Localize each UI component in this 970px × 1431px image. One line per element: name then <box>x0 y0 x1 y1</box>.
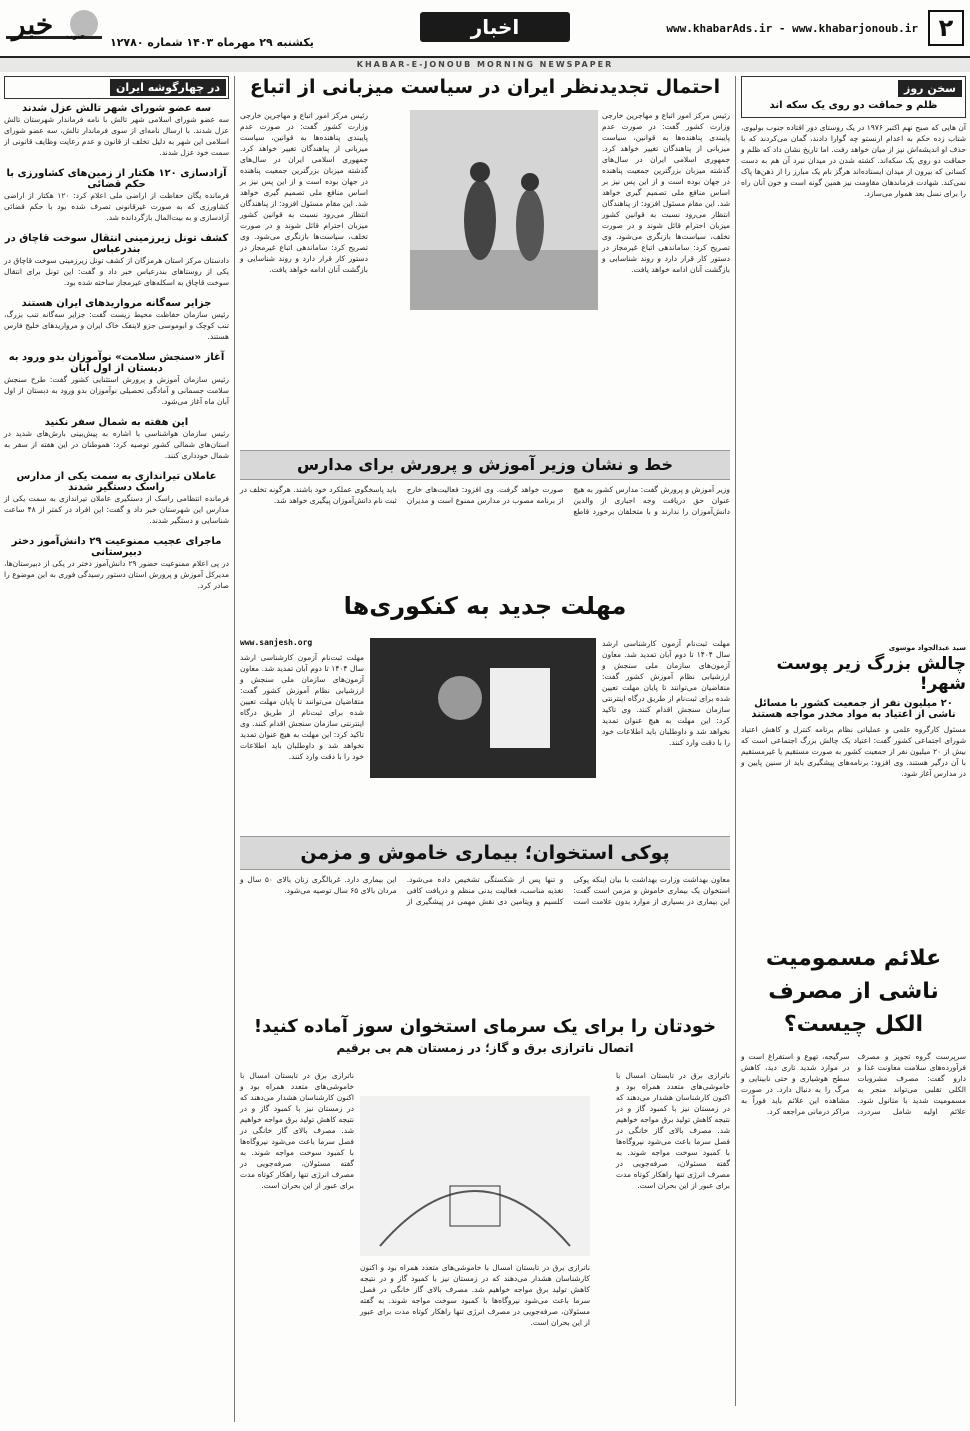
cold-subtitle: اتصال ناترازی برق و گاز؛ در زمستان هم بی برقیم <box>336 1041 634 1055</box>
issue-date: یکشنبه ۲۹ مهرماه ۱۴۰۳ شماره ۱۲۷۸۰ <box>110 36 314 49</box>
konkur-headline: مهلت جدید به کنکوری‌ها <box>343 592 627 620</box>
sanjesh-url[interactable]: www.sanjesh.org <box>240 638 313 647</box>
cold-body-center: ناترازی برق در تابستان امسال با خاموشی‌های متعدد همراه بود و اکنون کارشناسان هشدار می‌دهند که در زمستان نیز با کمبود گاز و در نتیجه کاهش تولید برق مواجه خواهیم شد. مصرف بالای گاز خانگی در فصل سرما باعث می‌شود نیروگاه‌ها با کمبود سوخت مواجه شوند. به گفته مسئولان، صرفه‌جویی در مصرف انرژی تنها راهکار کوتاه مدت برای عبور از این بحران است. <box>360 1263 590 1327</box>
school-band <box>240 450 730 480</box>
news-item: سه عضو شورای شهر تالش عزل شدند سه عضو شورای اسلامی شهر تالش با نامه فرماندار شهرستان تالش عزل شدند. با ارسال نامه‌ای از سوی فرماندار تالش، سه عضو شورای اسلامی این شهر به دلیل تخلف از قانون و عدم رعایت وظایف قانونی از سمت خود عزل شدند. <box>4 103 229 157</box>
addiction-subtitle: ۲۰ میلیون نفر از جمعیت کشور با مسائل ناشی از اعتیاد به مواد مخدر مواجه هستند <box>751 698 956 720</box>
news-item: آغاز «سنجش سلامت» نوآموزان بدو ورود به دبستان از اول آبان رئیس سازمان آموزش و پرورش استثنایی کشور گفت: طرح سنجش سلامت جسمانی و آمادگی تحصیلی نوآموزان بدو ورود به دبستان از اول آبان ماه آغاز می‌شود. <box>4 352 229 406</box>
cold-article <box>240 1016 730 1422</box>
alcohol-title: علائم مسمومیت ناشی از مصرف الکل چیست؟ <box>765 946 942 1037</box>
cold-body-right: ناترازی برق در تابستان امسال با خاموشی‌های متعدد همراه بود و اکنون کارشناسان هشدار می‌دهند که در زمستان نیز با کمبود گاز و در نتیجه کاهش تولید برق مواجه خواهیم شد. مصرف بالای گاز خانگی در فصل سرما باعث می‌شود نیروگاه‌ها با کمبود سوخت مواجه شوند. به گفته مسئولان، صرفه‌جویی در مصرف انرژی تنها راهکار کوتاه مدت برای عبور از این بحران است. <box>616 1071 730 1190</box>
page-number: ۲ <box>928 10 964 46</box>
editorial-column <box>741 76 966 652</box>
editorial-author: سید عبدالجواد موسوی <box>888 644 966 652</box>
konkur-body-left: مهلت ثبت‌نام آزمون کارشناسی ارشد سال ۱۴۰۴ تا دوم آبان تمدید شد. معاون آزمون‌های سازمان ملی سنجش و ارزشیابی نظام آموزش کشور گفت: متقاضیان می‌توانند تا پایان مهلت تعیین شده برای ثبت‌نام از طریق درگاه اینترنتی سازمان سنجش اقدام کنند. وی تاکید کرد: این مهلت به هیچ عنوان تمدید نخواهد شد و داوطلبان باید اطلاعات خود را با دقت وارد کنند. <box>240 653 364 761</box>
logo-subtext: جنوب <box>66 32 86 40</box>
lead-body-right: رئیس مرکز امور اتباع و مهاجرین خارجی وزارت کشور گفت: در صورت عدم پایبندی پناهنده‌ها به قوانین، سیاست میزبانی از پناهندگان تغییر خواهد کرد. جمهوری اسلامی ایران در سال‌های گذشته میزبان بزرگترین جمعیت پناهنده در جهان بوده است و از این پس نیز بر اساس منافع ملی تصمیم گیری خواهد شد. این مقام مسئول افزود: از پناهندگان انتظار می‌رود نسبت به قوانین کشور میزبان احترام قائل شوند و در صورت تخلف، سیاست‌ها بازنگری می‌شود. وی تصریح کرد: ساماندهی اتباع غیرمجاز در دستور کار قرار دارد و روند شناسایی و بازگشت آنان ادامه خواهد یافت. <box>602 111 730 274</box>
editorial-body: آن هایی که صبح نهم اکتبر ۱۹۷۶ در یک روستای دور افتاده جنوب بولیوی، شتاب زده حکم به اعدام ارنستو چه گوارا دادند، گمان می‌کردند که با حذف او اندیشه‌اش نیز از میان خواهد رفت. اما تاریخ نشان داد که ظلم و حماقت دو روی یک سکه‌اند. کشته شدن در میدان نبرد آن هم به دست کسانی که بیرون از میدان ایستاده‌اند هرگز نام یک مبارز را از ذهن‌ها پاک نمی‌کند. شهادت فرماندهان مقاومت نیز همین گونه است و خون آنان راه را برای نسل بعد هموار می‌سازد. <box>741 123 966 198</box>
alcohol-body: سرپرست گروه تجویز و مصرف فرآورده‌های سلامت معاونت غذا و دارو گفت: مصرف مشروبات الکلی تقلبی می‌تواند منجر به مسمومیت شدید با متانول شود. علائم اولیه شامل سردرد، سرگیجه، تهوع و استفراغ است و در موارد شدید تاری دید، کاهش سطح هوشیاری و حتی نابینایی و مرگ را به دنبال دارد. در صورت مشاهده این علائم باید فوراً به مراکز درمانی مراجعه کرد. <box>741 1052 966 1116</box>
logo-text: خبر <box>12 8 54 41</box>
lead-photo <box>410 110 598 310</box>
news-item: عاملان تیراندازی به سمت یکی از مدارس راسک دستگیر شدند فرمانده انتظامی راسک از دستگیری عاملان تیراندازی به سمت یکی از مدارس این شهرستان خبر داد و گفت: این افراد در کمتر از ۴۸ ساعت شناسایی و دستگیر شدند. <box>4 471 229 525</box>
konkur-photo <box>370 638 596 778</box>
editorial-label: سخن روز <box>898 80 962 97</box>
school-body: وزیر آموزش و پرورش گفت: مدارس کشور به هیچ عنوان حق دریافت وجه اجباری از والدین دانش‌آموزان را ندارند و با متخلفان برخورد قاطع صورت خواهد گرفت. وی افزود: فعالیت‌های خارج از برنامه مصوب در مدارس ممنوع است و مدیران باید پاسخگوی عملکرد خود باشند. هرگونه تخلف در ثبت نام دانش‌آموزان پیگیری خواهد شد. <box>240 485 730 516</box>
bones-body: معاون بهداشت وزارت بهداشت با بیان اینکه پوکی استخوان یک بیماری خاموش و مزمن است گفت: این بیماری در بسیاری از موارد بدون علامت است و تنها پس از شکستگی تشخیص داده می‌شود. تغذیه مناسب، فعالیت بدنی منظم و دریافت کافی کلسیم و ویتامین دی نقش مهمی در پیشگیری از این بیماری دارد. غربالگری زنان بالای ۵۰ سال و مردان بالای ۶۵ سال توصیه می‌شود. <box>240 875 730 906</box>
cold-headline: خودتان را برای یک سرمای استخوان سوز آماده کنید! <box>253 1016 717 1037</box>
masthead <box>0 0 970 58</box>
news-item: کشف تونل زیرزمینی انتقال سوخت قاچاق در بندرعباس دادستان مرکز استان هرمزگان از کشف تونل زیرزمینی سوخت قاچاق در یکی از روستاهای بندرعباس خبر داد و گفت: این تونل برای انتقال سوخت قاچاق به اسکله‌های غیرمجاز ساخته شده بود. <box>4 233 229 287</box>
news-item: جزایر سه‌گانه مرواریدهای ایران هستند رئیس سازمان حفاظت محیط زیست گفت: جزایر سه‌گانه تنب بزرگ، تنب کوچک و ابوموسی جزو لاینفک خاک ایران و مرواریدهای خلیج فارس هستند. <box>4 298 229 341</box>
banner: KHABAR-E-JONOUB MORNING NEWSPAPER <box>0 58 970 72</box>
school-headline: خط و نشان وزیر آموزش و پرورش برای مدارس <box>296 455 674 474</box>
regional-label: در چهارگوشه ایران <box>110 79 226 96</box>
addiction-body: مسئول کارگروه علمی و عملیاتی نظام برنامه کنترل و کاهش اعتیاد شورای اجتماعی کشور گفت: اعتیاد یک چالش بزرگ اجتماعی است که بیش از ۲۰ میلیون نفر از جمعیت کشور به صورت مستقیم یا غیرمستقیم با آن درگیر هستند. وی افزود: برنامه‌های پیشگیری باید از سنین پایین و در مدارس آغاز شود. <box>741 725 966 778</box>
konkur-article <box>240 592 730 832</box>
cold-illustration <box>360 1096 590 1256</box>
addiction-article <box>741 654 966 924</box>
website-urls[interactable]: www.khabarAds.ir - www.khabarjonoub.ir <box>666 22 918 35</box>
regional-news-column <box>4 76 229 1422</box>
lead-article <box>240 76 730 446</box>
editorial-title: ظلم و حماقت دو روی یک سکه اند <box>769 100 938 111</box>
section-title: اخبار <box>420 12 570 42</box>
news-item: آزادسازی ۱۲۰ هکتار از زمین‌های کشاورزی با حکم قضائی فرمانده یگان حفاظت از اراضی ملی اعلام کرد: ۱۲۰ هکتار از اراضی کشاورزی که به صورت غیرقانونی تصرف شده بود با حکم قضائی آزادسازی و به بیت‌المال بازگردانده شد. <box>4 168 229 222</box>
alcohol-article <box>741 932 966 1422</box>
lead-headline: احتمال تجدیدنظر ایران در سیاست میزبانی از اتباع <box>249 76 721 98</box>
newspaper-logo <box>4 6 104 50</box>
lead-body-left: رئیس مرکز امور اتباع و مهاجرین خارجی وزارت کشور گفت: در صورت عدم پایبندی پناهنده‌ها به قوانین، سیاست میزبانی از پناهندگان تغییر خواهد کرد. جمهوری اسلامی ایران در سال‌های گذشته میزبان بزرگترین جمعیت پناهنده در جهان بوده است و از این پس نیز بر اساس منافع ملی تصمیم گیری خواهد شد. این مقام مسئول افزود: از پناهندگان انتظار می‌رود نسبت به قوانین کشور میزبان احترام قائل شوند و در صورت تخلف، سیاست‌ها بازنگری می‌شود. وی تصریح کرد: ساماندهی اتباع غیرمجاز در دستور کار قرار دارد و روند شناسایی و بازگشت آنان ادامه خواهد یافت. <box>240 111 368 274</box>
news-item: ماجرای عجیب ممنوعیت ۲۹ دانش‌آموز دختر دبیرستانی در پی اعلام ممنوعیت حضور ۲۹ دانش‌آموز دختر در یکی از دبیرستان‌ها، مدیرکل آموزش و پرورش استان دستور رسیدگی فوری به این موضوع را صادر کرد. <box>4 536 229 590</box>
konkur-body-right: مهلت ثبت‌نام آزمون کارشناسی ارشد سال ۱۴۰۴ تا دوم آبان تمدید شد. معاون آزمون‌های سازمان ملی سنجش و ارزشیابی نظام آموزش کشور گفت: متقاضیان می‌توانند تا پایان مهلت تعیین شده برای ثبت‌نام از طریق درگاه اینترنتی سازمان سنجش اقدام کنند. وی تاکید کرد: این مهلت به هیچ عنوان تمدید نخواهد شد و داوطلبان باید اطلاعات خود را با دقت وارد کنند. <box>602 639 730 747</box>
bones-headline: پوکی استخوان؛ بیماری خاموش و مزمن <box>300 842 670 864</box>
news-item: این هفته به شمال سفر نکنید رئیس سازمان هواشناسی با اشاره به پیش‌بینی بارش‌های شدید در استان‌های شمالی کشور توصیه کرد: هموطنان در این هفته از سفر به شمال خودداری کنند. <box>4 417 229 460</box>
addiction-title: چالش بزرگ زیر پوست شهر! <box>776 654 966 694</box>
cold-body-left: ناترازی برق در تابستان امسال با خاموشی‌های متعدد همراه بود و اکنون کارشناسان هشدار می‌دهند که در زمستان نیز با کمبود گاز و در نتیجه کاهش تولید برق مواجه خواهیم شد. مصرف بالای گاز خانگی در فصل سرما باعث می‌شود نیروگاه‌ها با کمبود سوخت مواجه شوند. به گفته مسئولان، صرفه‌جویی در مصرف انرژی تنها راهکار کوتاه مدت برای عبور از این بحران است. <box>240 1071 354 1190</box>
bones-band <box>240 836 730 870</box>
